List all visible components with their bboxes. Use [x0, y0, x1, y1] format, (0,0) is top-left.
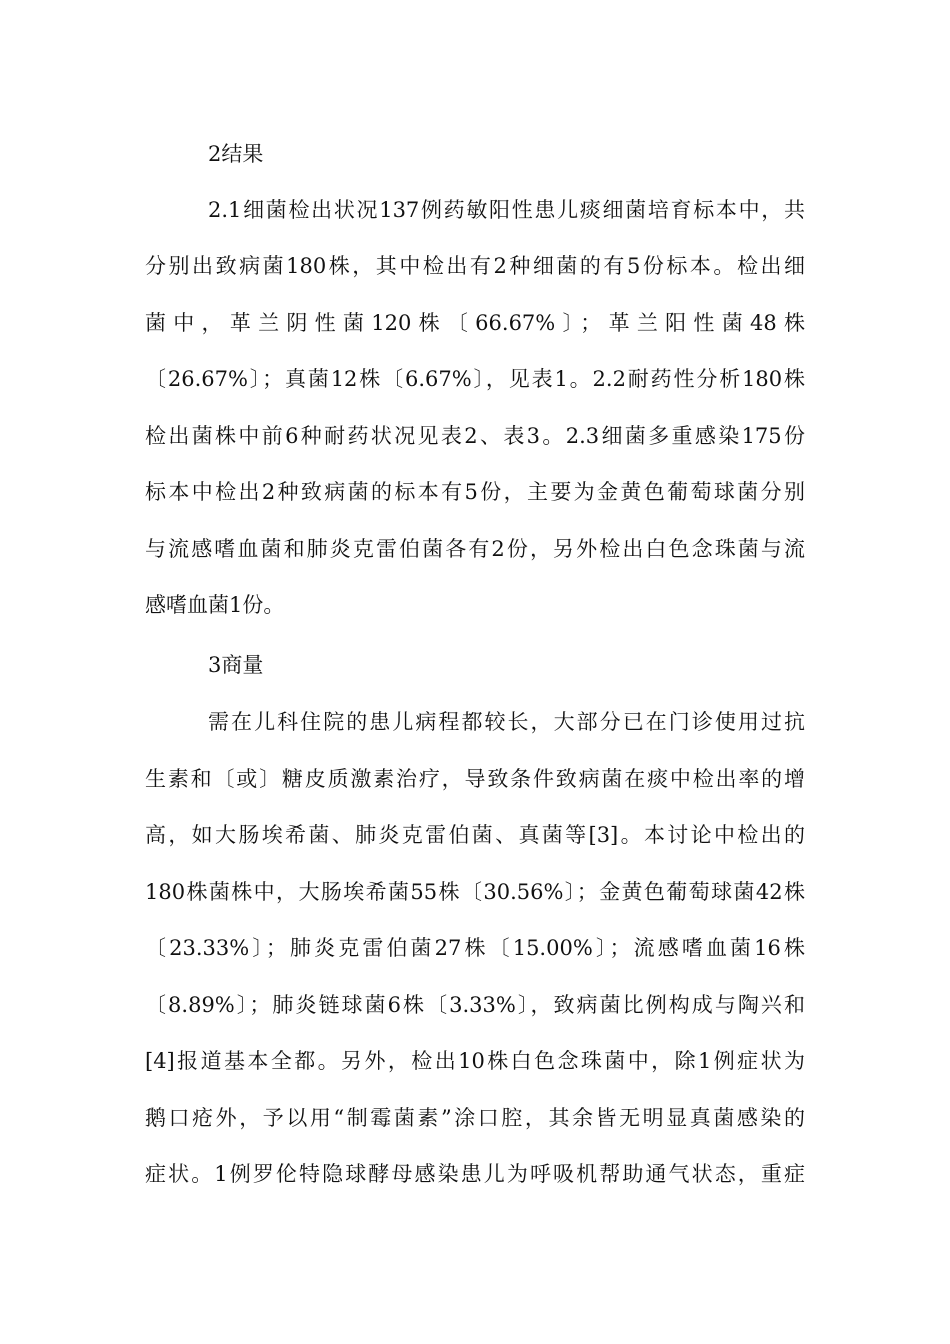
- paragraph-line: [4]报道基本全都。另外，检出10株白色念珠菌中，除1例症状为: [145, 1049, 805, 1073]
- paragraph-line: 鹅口疮外，予以用“制霉菌素”涂口腔，其余皆无明显真菌感染的: [145, 1106, 805, 1130]
- section-heading-discussion: 3商量: [208, 653, 264, 677]
- paragraph-line: 分别出致病菌180株，其中检出有2种细菌的有5份标本。检出细: [145, 254, 805, 278]
- paragraph-line: 〔8.89%〕；肺炎链球菌6株〔3.33%〕，致病菌比例构成与陶兴和: [145, 993, 805, 1017]
- section-heading-results: 2结果: [208, 142, 264, 166]
- paragraph-line: 高，如大肠埃希菌、肺炎克雷伯菌、真菌等[3]。本讨论中检出的: [145, 823, 805, 847]
- paragraph-line: 检出菌株中前6种耐药状况见表2、表3。2.3细菌多重感染175份: [145, 424, 805, 448]
- paragraph-line: 与流感嗜血菌和肺炎克雷伯菌各有2份，另外检出白色念珠菌与流: [145, 537, 805, 561]
- paragraph-line: 感嗜血菌1份。: [145, 593, 285, 617]
- paragraph-line: 需在儿科住院的患儿病程都较长，大部分已在门诊使用过抗: [208, 710, 805, 734]
- paragraph-line: 2.1细菌检出状况137例药敏阳性患儿痰细菌培育标本中，共: [208, 198, 805, 222]
- paragraph-line: 标本中检出2种致病菌的标本有5份，主要为金黄色葡萄球菌分别: [145, 480, 805, 504]
- paragraph-line: 症状。1例罗伦特隐球酵母感染患儿为呼吸机帮助通气状态，重症: [145, 1162, 805, 1186]
- paragraph-line: 菌中，革兰阴性菌120株〔66.67%〕；革兰阳性菌48株: [145, 311, 805, 335]
- paragraph-line: 〔23.33%〕；肺炎克雷伯菌27株〔15.00%〕；流感嗜血菌16株: [145, 936, 805, 960]
- paragraph-line: 180株菌株中，大肠埃希菌55株〔30.56%〕；金黄色葡萄球菌42株: [145, 880, 805, 904]
- paragraph-line: 生素和〔或〕糖皮质激素治疗，导致条件致病菌在痰中检出率的增: [145, 767, 805, 791]
- paragraph-line: 〔26.67%〕；真菌12株〔6.67%〕，见表1。2.2耐药性分析180株: [145, 367, 805, 391]
